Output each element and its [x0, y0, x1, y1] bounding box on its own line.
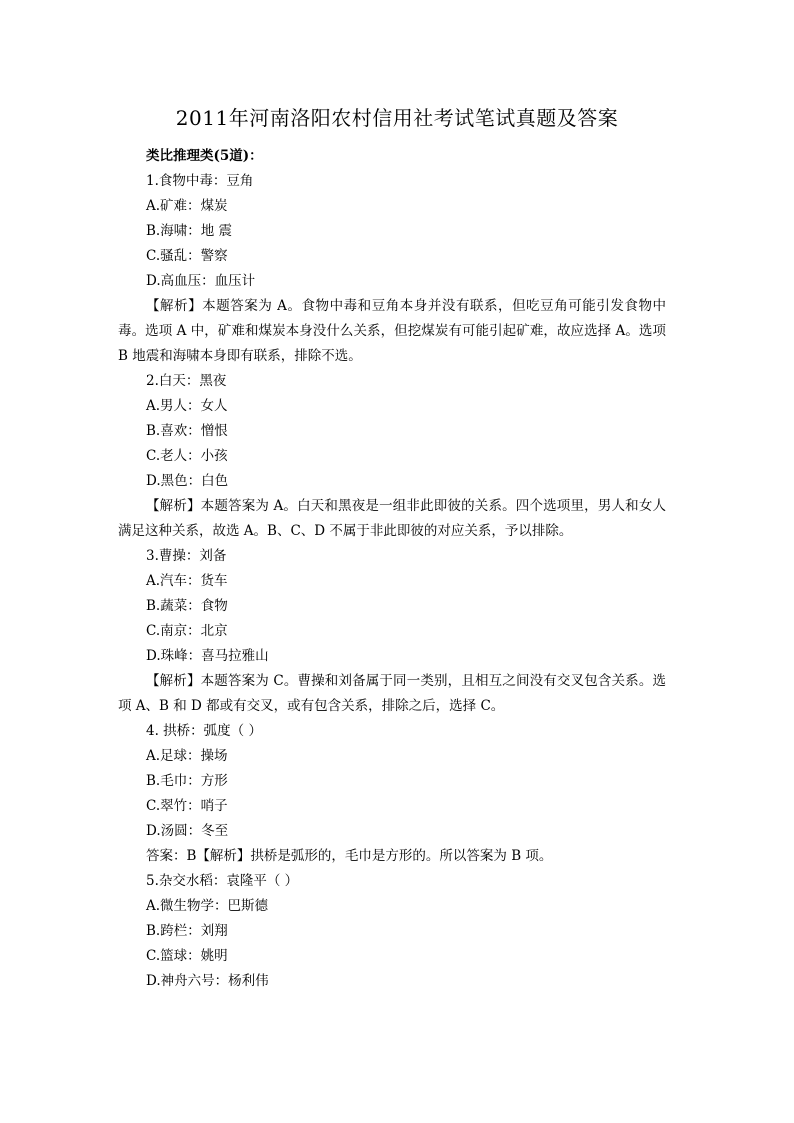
q4-option-c: C.翠竹：哨子 [146, 798, 228, 814]
q4-option-d: D.汤圆：冬至 [146, 823, 229, 839]
q3-option-b: B.蔬菜：食物 [146, 598, 228, 614]
document-title: 2011年河南洛阳农村信用社考试笔试真题及答案 [175, 106, 619, 130]
section-heading: 类比推理类(5道)： [146, 148, 263, 164]
q1-option-b: B.海啸：地 震 [146, 223, 233, 239]
q2-option-a: A.男人：女人 [146, 398, 228, 414]
document-body [118, 144, 666, 994]
q2-option-c: C.老人：小孩 [146, 448, 228, 464]
q2-option-d: D.黑色：白色 [146, 473, 229, 489]
q3-option-c: C.南京：北京 [146, 623, 228, 639]
q1-analysis: 【解析】本题答案为 A。食物中毒和豆角本身并没有联系，但吃豆角可能引发食物中毒。选项 A 中，矿难和煤炭本身没什么关系，但挖煤炭有可能引起矿难，故应选择 A。选项 B 地震和海啸本身即有联系，排除不选。 [118, 298, 666, 364]
q4-option-b: B.毛巾：方形 [146, 773, 228, 789]
q5-option-d: D.神舟六号：杨利伟 [146, 973, 269, 989]
q4-stem: 4. 拱桥：弧度（ ） [146, 723, 262, 739]
q3-option-d: D.珠峰：喜马拉雅山 [146, 648, 269, 664]
q1-option-c: C.骚乱：警察 [146, 248, 228, 264]
q2-stem: 2.白天：黑夜 [146, 373, 227, 389]
q5-stem: 5.杂交水稻：袁隆平（ ） [146, 873, 299, 889]
q5-option-b: B.跨栏：刘翔 [146, 923, 228, 939]
q1-stem: 1.食物中毒：豆角 [146, 173, 254, 189]
q2-analysis: 【解析】本题答案为 A。白天和黑夜是一组非此即彼的关系。四个选项里，男人和女人满足这种关系，故选 A。B、C、D 不属于非此即彼的对应关系，予以排除。 [118, 498, 666, 539]
q5-option-c: C.篮球：姚明 [146, 948, 228, 964]
q2-option-b: B.喜欢：憎恨 [146, 423, 228, 439]
q3-stem: 3.曹操：刘备 [146, 548, 227, 564]
q1-option-a: A.矿难：煤炭 [146, 198, 228, 214]
q4-answer: 答案：B【解析】拱桥是弧形的，毛巾是方形的。所以答案为 B 项。 [146, 848, 553, 864]
q3-option-a: A.汽车：货车 [146, 573, 228, 589]
q1-option-d: D.高血压：血压计 [146, 273, 256, 289]
q5-option-a: A.微生物学：巴斯德 [146, 898, 269, 914]
q4-option-a: A.足球：操场 [146, 748, 228, 764]
q3-analysis: 【解析】本题答案为 C。曹操和刘备属于同一类别，且相互之间没有交叉包含关系。选项 A、B 和 D 都或有交叉，或有包含关系，排除之后，选择 C。 [118, 673, 666, 714]
